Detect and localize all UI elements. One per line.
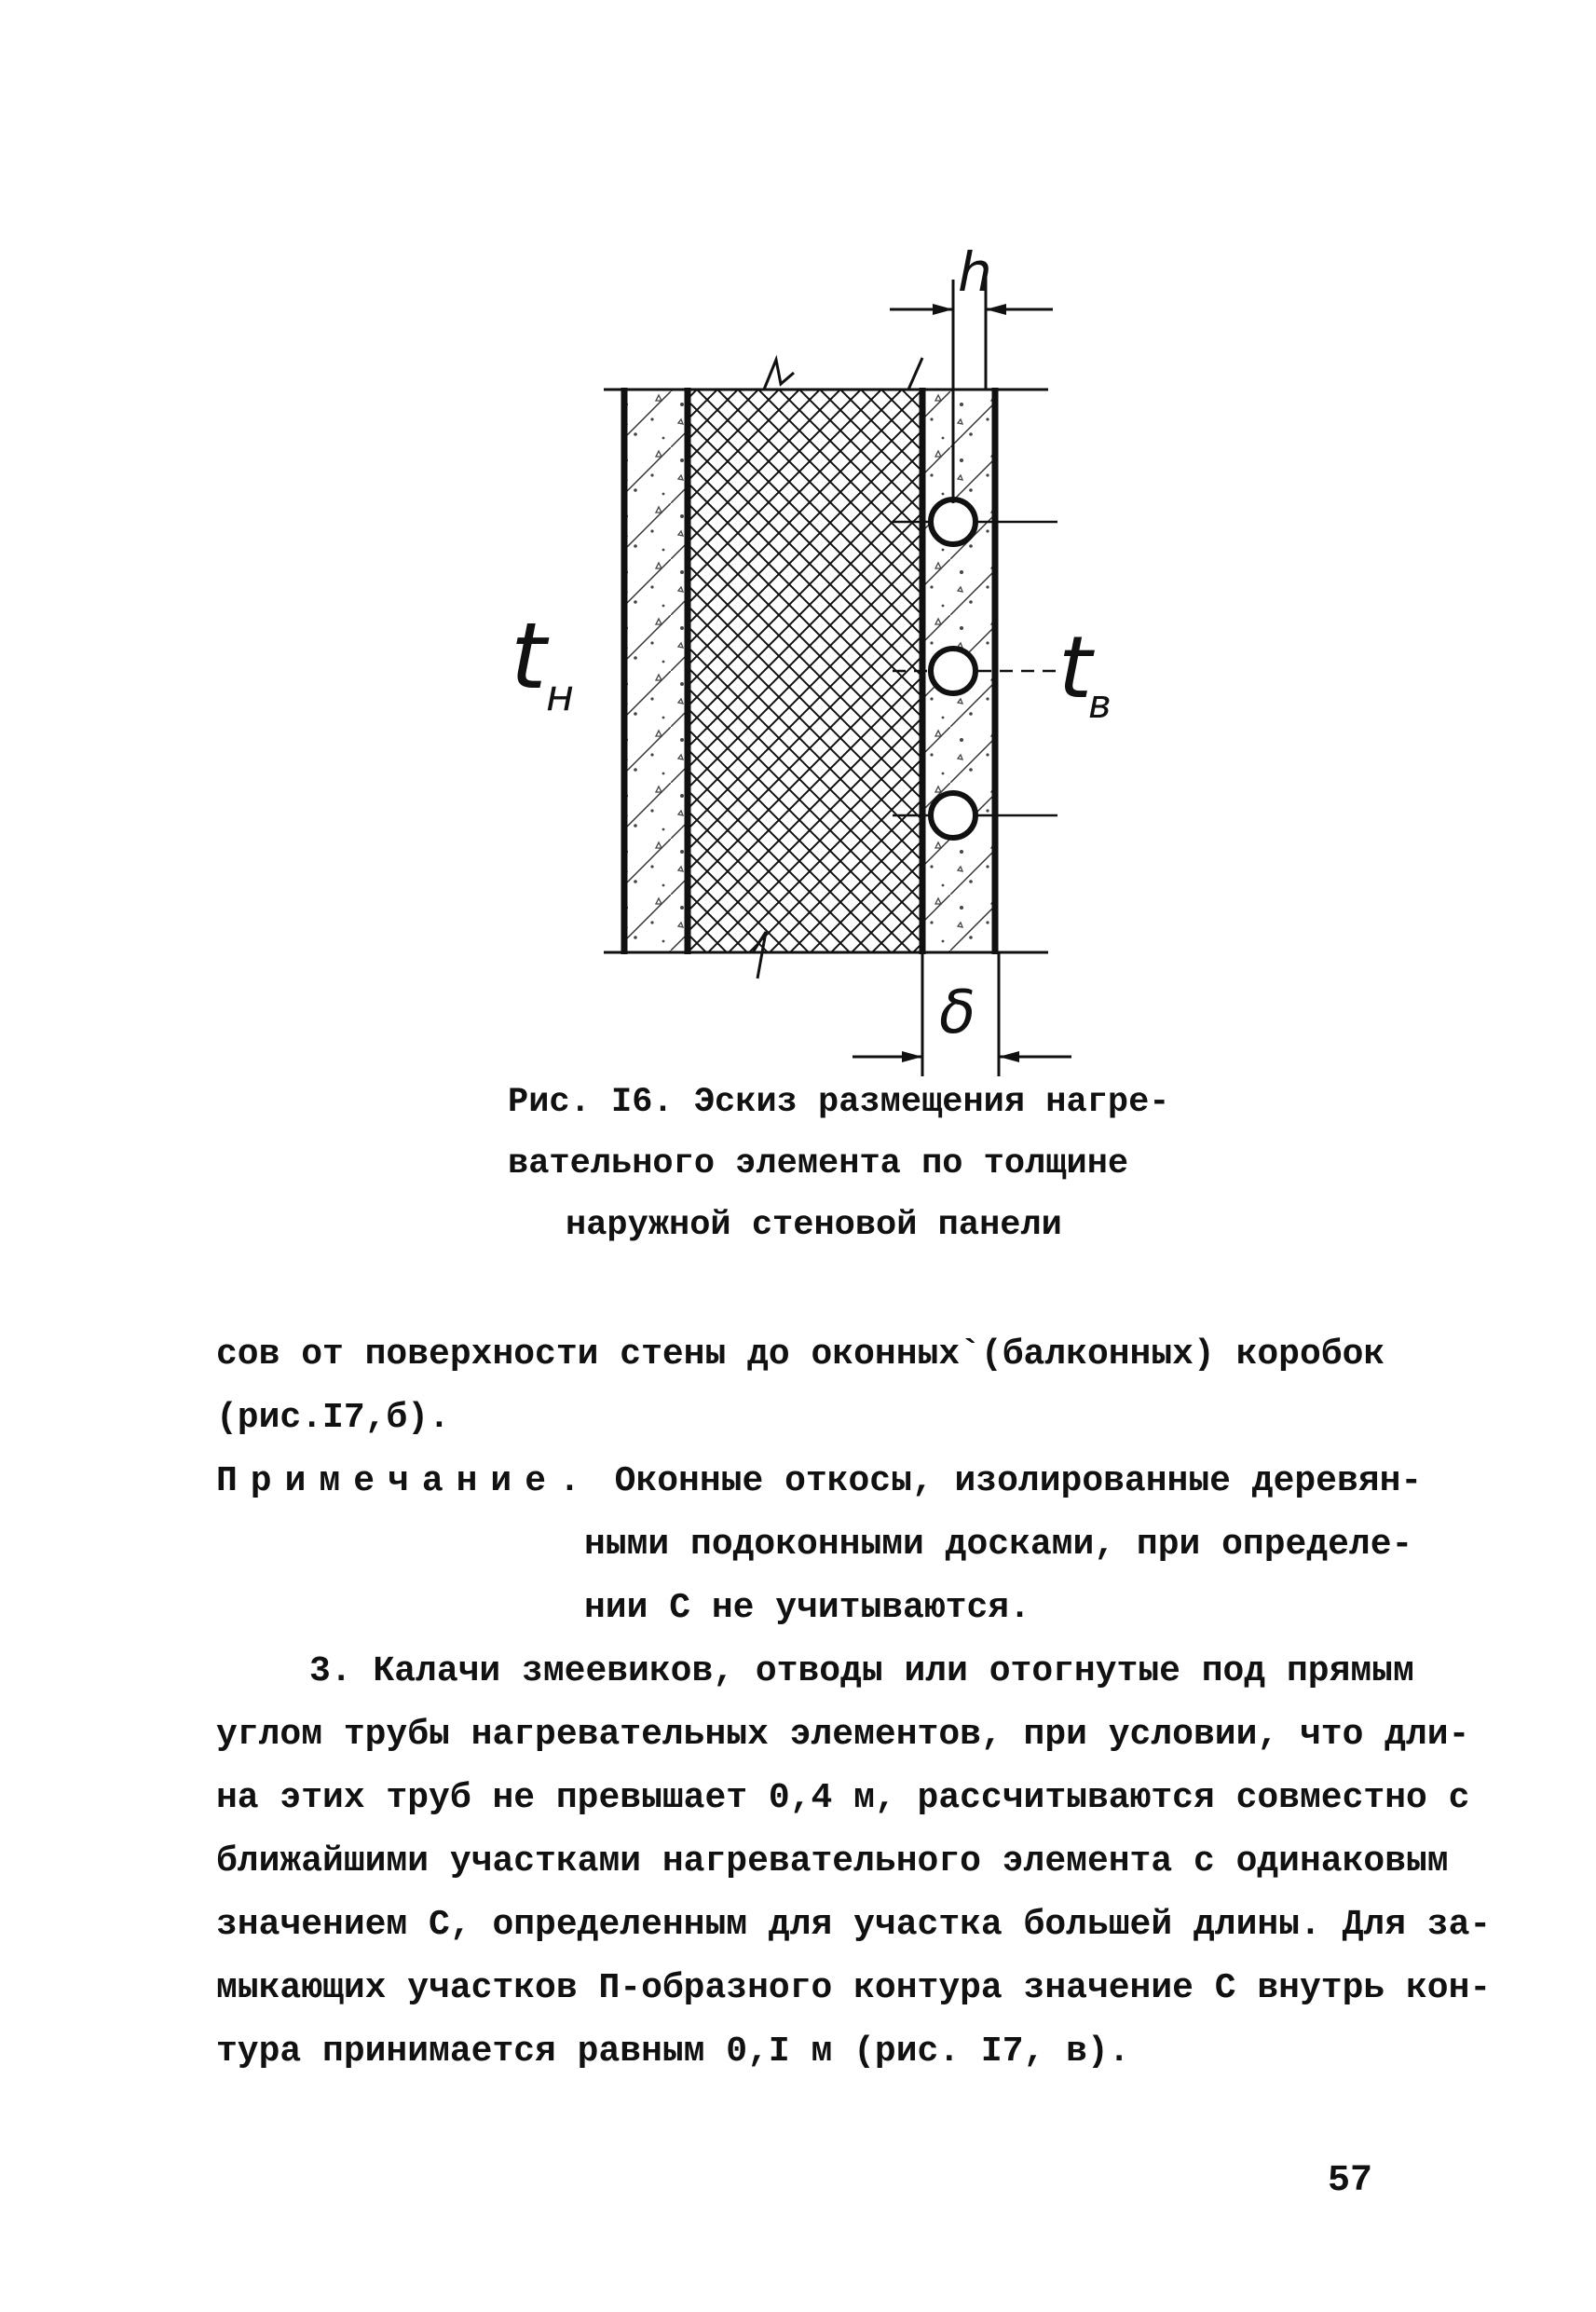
note-heading: Примечание. <box>216 1461 593 1501</box>
caption-line: Рис. I6. Эскиз размещения нагре- <box>508 1083 1170 1122</box>
paragraph-line: углом трубы нагревательных элементов, при условии, что дли- <box>216 1715 1470 1755</box>
body-text <box>216 1323 1492 2084</box>
text-line: (рис.I7,б). <box>216 1398 450 1438</box>
insulation-layer <box>689 390 921 952</box>
wall-panel-sketch <box>0 0 1596 1090</box>
label-t-outer: t <box>511 604 547 710</box>
note-line: нии С не учитываются. <box>584 1588 1030 1628</box>
note-text: Оконные откосы, изолированные деревян- <box>593 1461 1423 1501</box>
paragraph-line: значением С, определенным для участка большей длины. Для за- <box>216 1905 1492 1945</box>
label-h: h <box>958 240 992 304</box>
paragraph-line: 3. Калачи змеевиков, отводы или отогнутые под прямым <box>309 1651 1414 1691</box>
paragraph-line: тура принимается равным 0,I м (рис. I7, в). <box>216 2032 1130 2072</box>
paragraph-line: мыкающих участков П-образного контура значение С внутрь кон- <box>216 1968 1492 2008</box>
caption-line: наружной стеновой панели <box>566 1206 1062 1245</box>
paragraph-line: ближайшими участками нагревательного элемента с одинаковым <box>216 1841 1449 1881</box>
label-delta: δ <box>939 978 976 1047</box>
label-t-inner: t <box>1058 618 1093 718</box>
page-number: 57 <box>1328 2160 1373 2202</box>
note-line <box>216 1450 1423 1513</box>
text-line: сов от поверхности стены до оконных`(балконных) коробок <box>216 1334 1385 1375</box>
label-t-inner-sub: в <box>1088 681 1112 727</box>
label-t-outer-sub: н <box>546 670 575 720</box>
note-line: ными подоконными досками, при определе- <box>584 1525 1413 1565</box>
outer-concrete-layer <box>626 390 686 952</box>
paragraph-line: на этих труб не превышает 0,4 м, рассчитываются совместно с <box>216 1778 1470 1818</box>
caption-line: вательного элемента по толщине <box>508 1144 1129 1183</box>
figure-caption <box>508 1072 1170 1256</box>
